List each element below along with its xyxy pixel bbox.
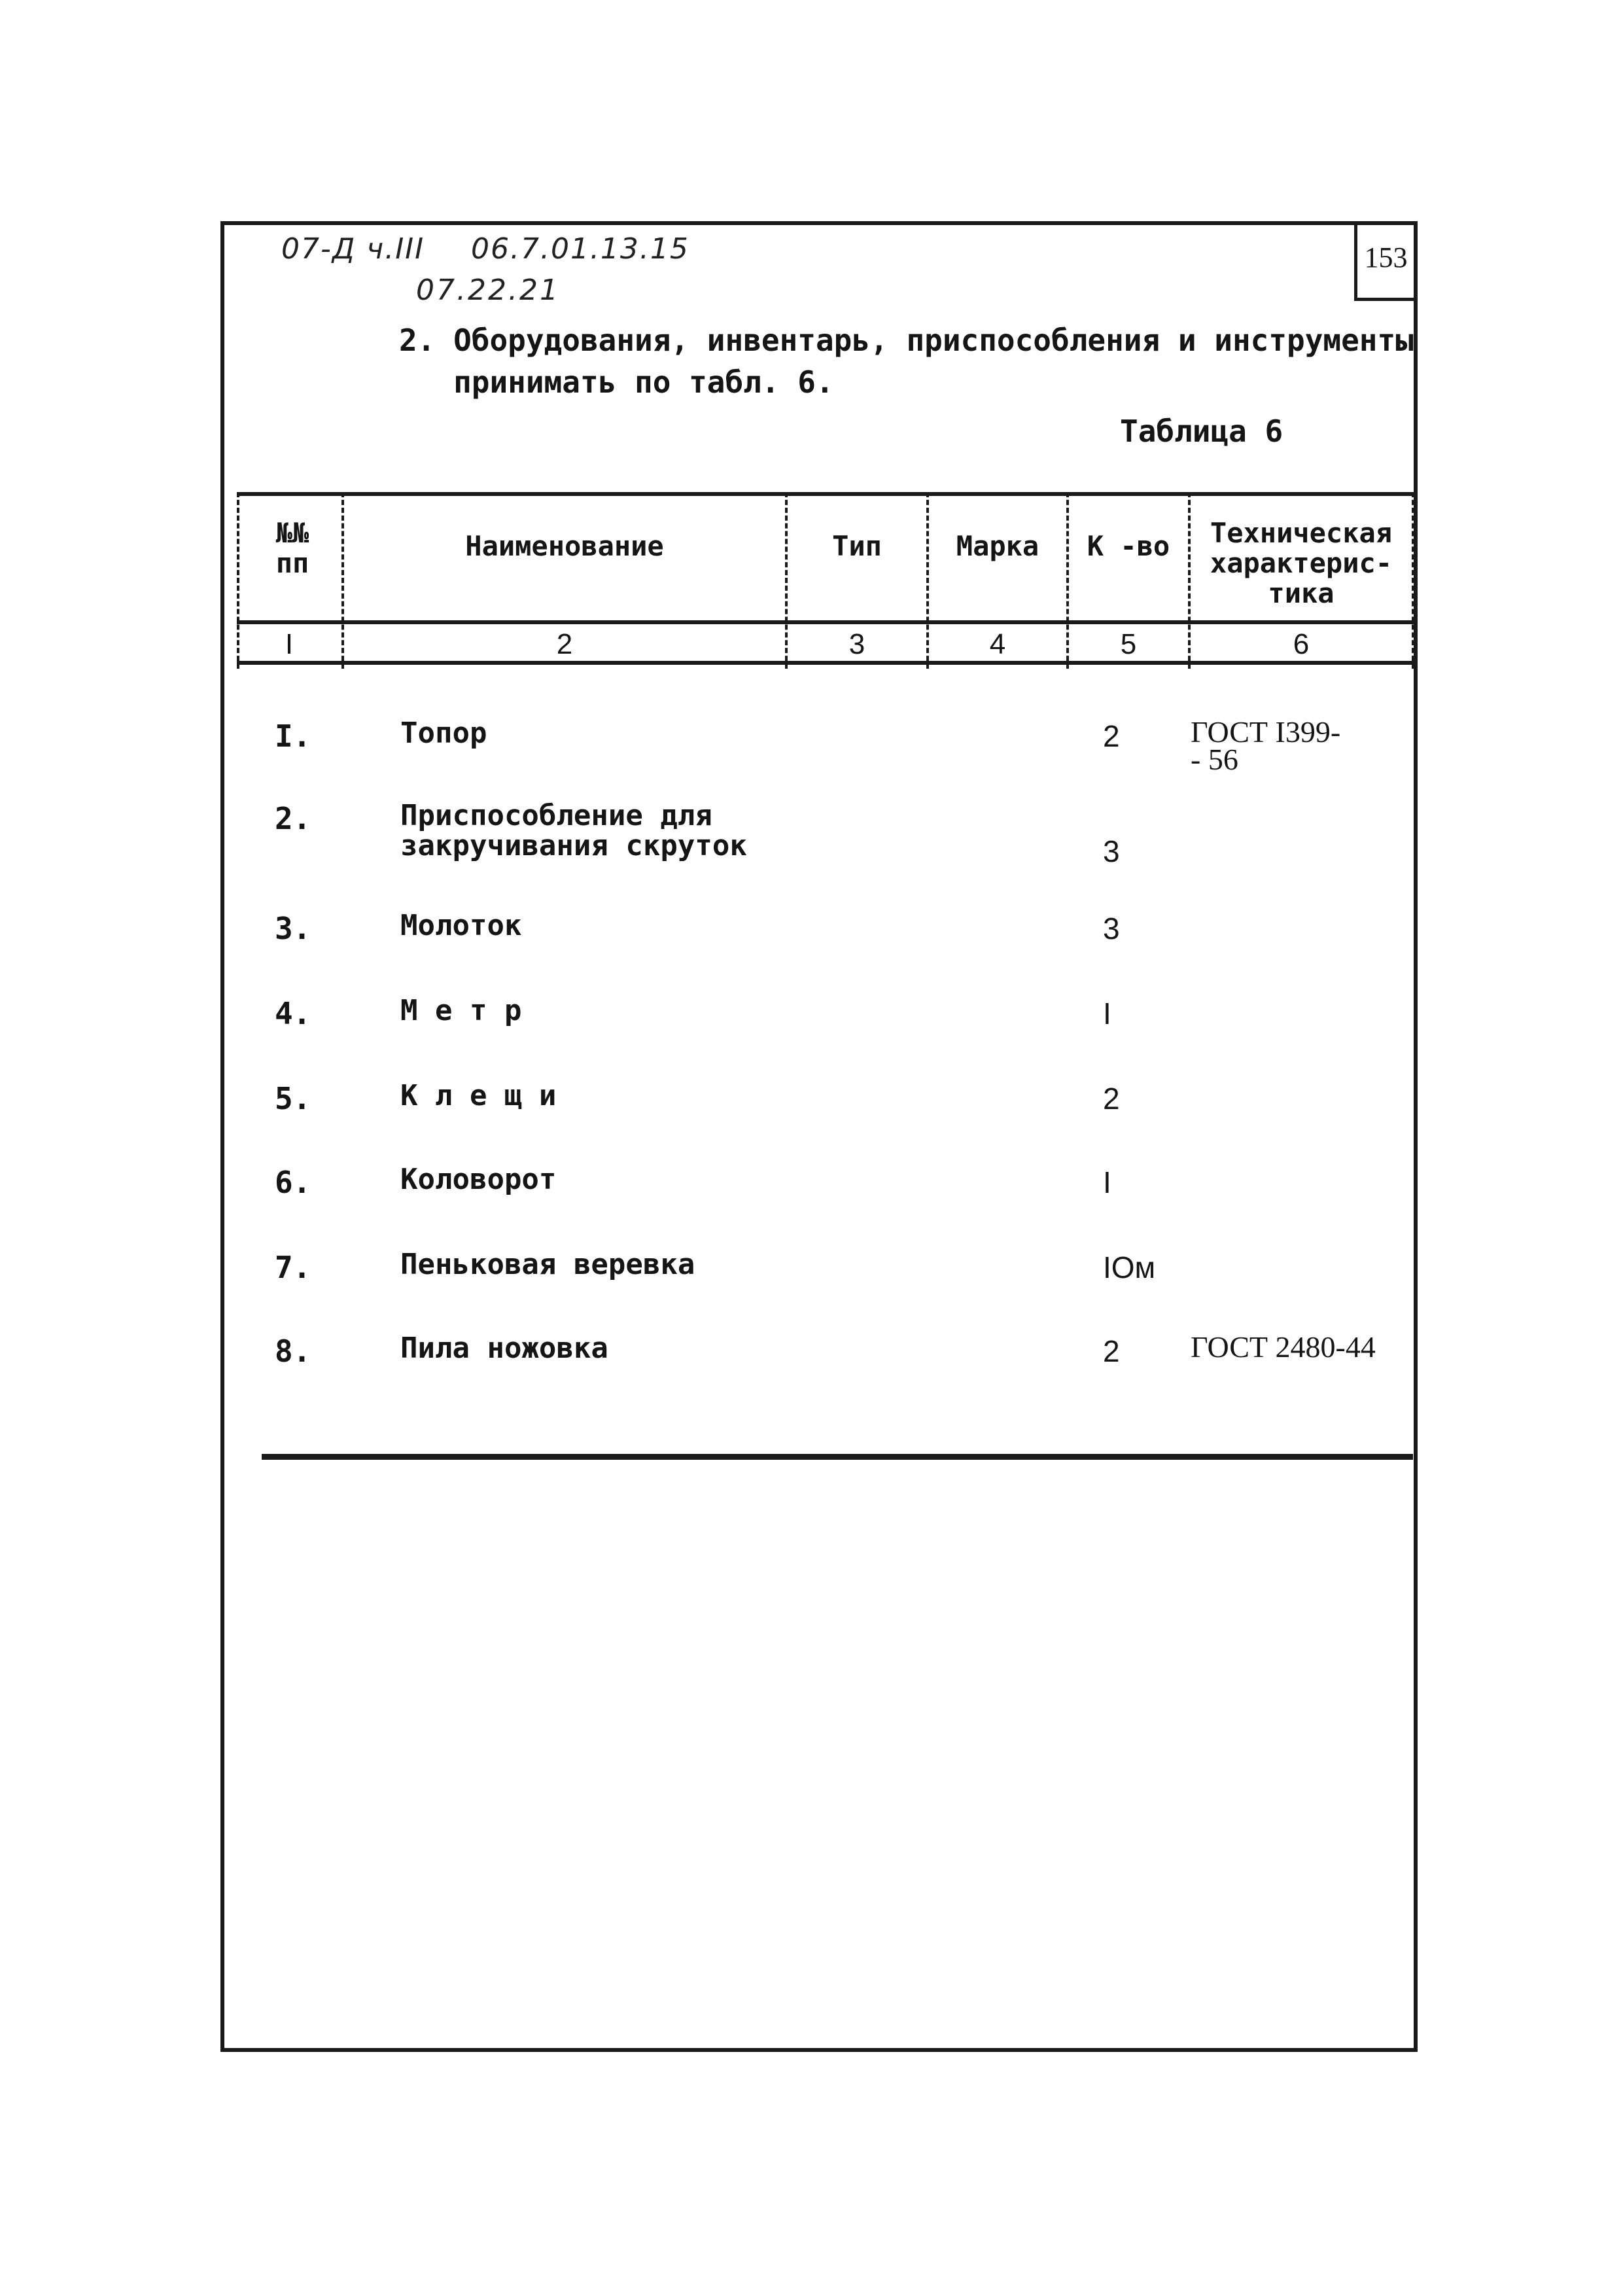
table-row <box>0 715 1623 790</box>
row-quantity: 3 <box>1103 911 1120 945</box>
row-quantity: I <box>1103 1165 1111 1199</box>
row-name: Коловорот <box>400 1163 557 1196</box>
row-name: Топор <box>400 716 487 750</box>
row-name: Молоток <box>400 909 522 942</box>
row-name: Пила ножовка <box>400 1332 608 1365</box>
row-specification: ГОСТ 2480-44 <box>1191 1330 1376 1364</box>
table-row <box>0 1330 1623 1405</box>
intro-line-1: 2. Оборудования, инвентарь, приспособления и инструменты <box>399 323 1414 358</box>
row-name: М е т р <box>400 994 522 1027</box>
column-number-5: 5 <box>1120 628 1137 660</box>
row-quantity: 2 <box>1103 719 1120 753</box>
row-quantity: I <box>1103 997 1111 1031</box>
column-number-2: 2 <box>556 628 573 660</box>
column-number-6: 6 <box>1293 628 1310 660</box>
header-quantity: К -во <box>1087 530 1170 562</box>
row-number: I. <box>275 718 311 754</box>
row-number: 6. <box>275 1165 311 1200</box>
table-row <box>0 1165 1623 1237</box>
row-quantity: 3 <box>1103 834 1120 868</box>
column-number-3: 3 <box>848 628 865 660</box>
table-row <box>0 1081 1623 1153</box>
row-quantity: IOм <box>1103 1250 1156 1284</box>
header-name: Наименование <box>465 530 664 562</box>
handwritten-code-1: 07-Д ч.III <box>281 232 425 266</box>
row-quantity: 2 <box>1103 1082 1120 1116</box>
header-specification: Техническая характерис- тика <box>1210 517 1393 609</box>
row-name: Приспособление для закручивания скруток <box>400 799 747 862</box>
page-number: 153 <box>1354 224 1414 301</box>
handwritten-code-3: 07.22.21 <box>416 274 560 307</box>
intro-paragraph <box>399 319 1414 403</box>
table-end-rule <box>262 1454 1413 1460</box>
row-number: 3. <box>275 911 311 946</box>
row-specification: ГОСТ I399- - 56 <box>1191 715 1341 776</box>
row-name: Пеньковая веревка <box>400 1248 695 1281</box>
header-brand: Марка <box>956 530 1039 562</box>
table-header <box>237 492 1414 669</box>
column-number-1: I <box>285 628 294 660</box>
row-quantity: 2 <box>1103 1334 1120 1368</box>
table-row <box>0 911 1623 983</box>
header-type: Тип <box>832 530 882 562</box>
table-row <box>0 996 1623 1068</box>
row-name: К л е щ и <box>400 1079 557 1112</box>
column-number-4: 4 <box>989 628 1006 660</box>
row-number: 4. <box>275 996 311 1031</box>
row-number: 5. <box>275 1081 311 1116</box>
intro-line-2: принимать по табл. 6. <box>399 364 834 400</box>
table-caption: Таблица 6 <box>1120 414 1283 449</box>
table-row <box>0 1250 1623 1322</box>
handwritten-code-2: 06.7.01.13.15 <box>471 232 689 266</box>
table-row <box>0 801 1623 873</box>
row-number: 8. <box>275 1333 311 1369</box>
row-number: 2. <box>275 801 311 836</box>
row-number: 7. <box>275 1250 311 1285</box>
header-number: №№ пп <box>275 517 309 579</box>
